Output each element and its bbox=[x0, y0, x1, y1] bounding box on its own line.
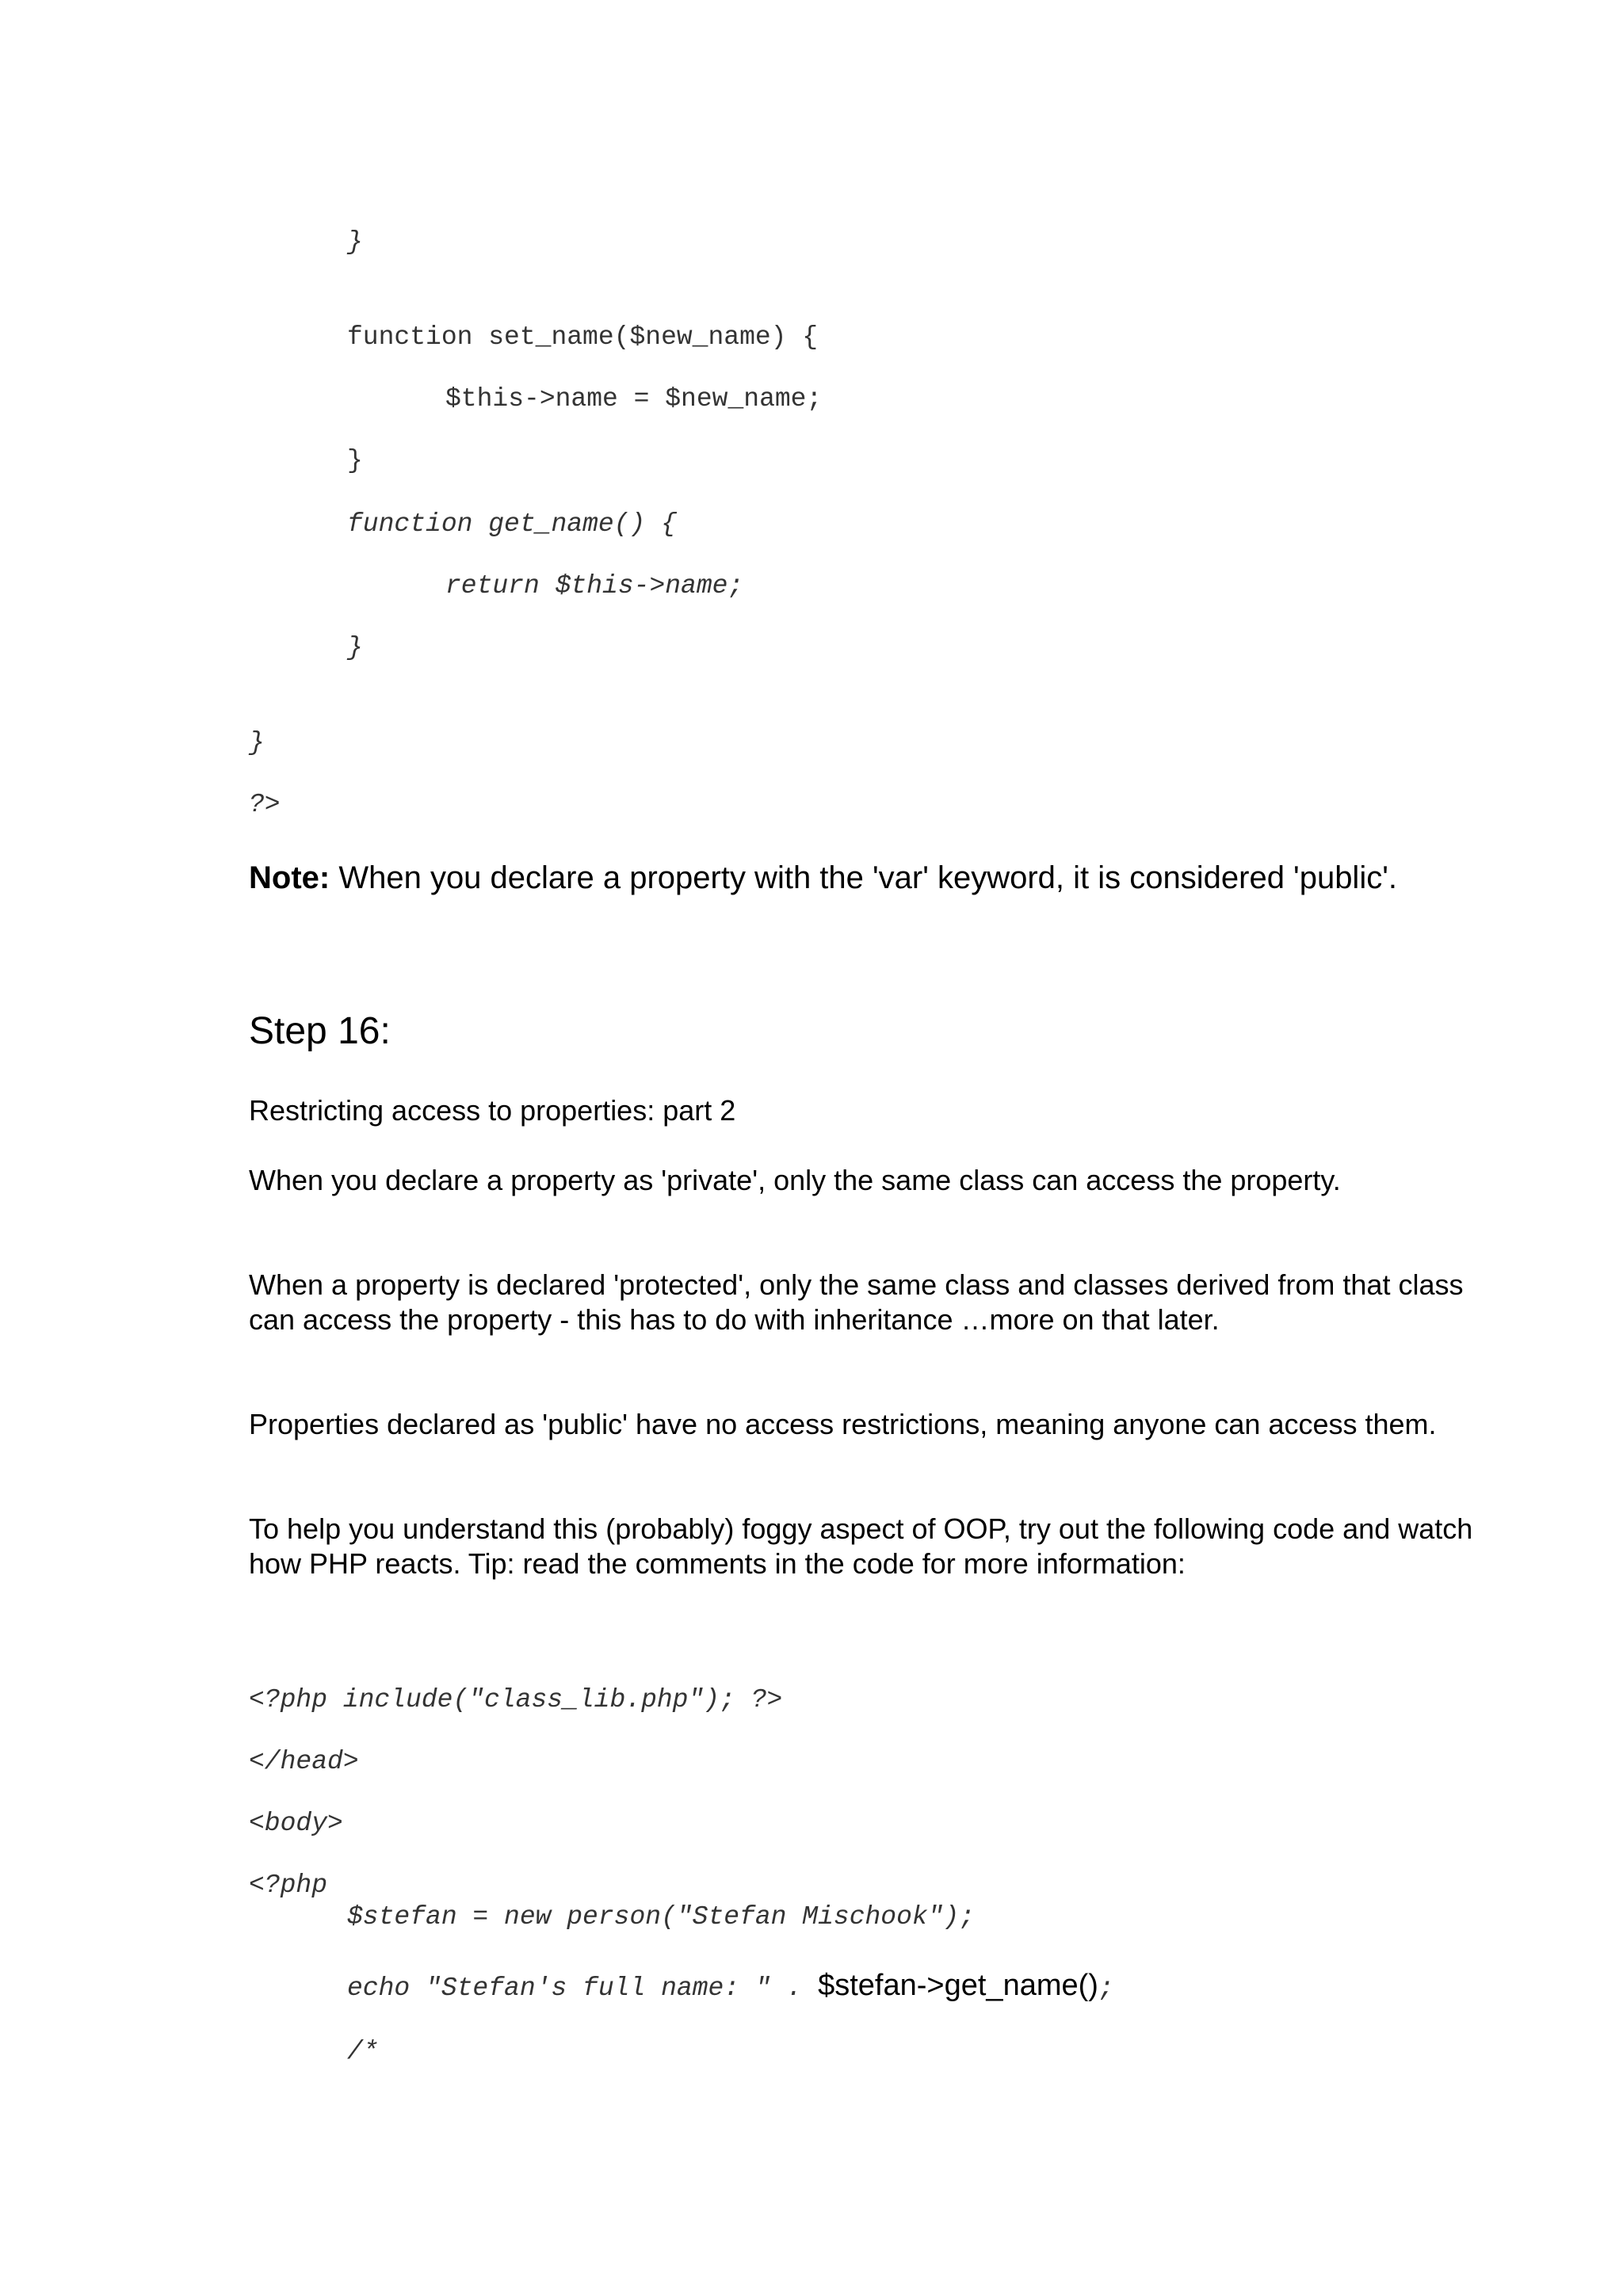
code-line: /* bbox=[347, 2037, 379, 2066]
paragraph: Properties declared as 'public' have no access restrictions, meaning anyone can access them. bbox=[249, 1408, 1437, 1440]
note-paragraph bbox=[249, 860, 1438, 896]
code-line: } bbox=[249, 728, 265, 757]
code-line: <?php bbox=[249, 1871, 328, 1900]
code-line: } bbox=[347, 633, 363, 662]
paragraph: When a property is declared 'protected', only the same class and classes derived from that class can access the property - this has to do with inheritance …more on that later. bbox=[249, 1268, 1464, 1336]
code-line: ?> bbox=[249, 790, 281, 819]
code-fragment-plain: $stefan->get_name() bbox=[818, 1969, 1098, 2002]
code-line bbox=[347, 1970, 1114, 2004]
code-line: function get_name() { bbox=[347, 509, 677, 539]
code-line: <?php include("class_lib.php"); ?> bbox=[249, 1685, 783, 1714]
code-line: $this->name = $new_name; bbox=[445, 384, 823, 414]
step-subtitle: Restricting access to properties: part 2 bbox=[249, 1094, 736, 1127]
code-line: $stefan = new person("Stefan Mischook"); bbox=[347, 1902, 976, 1932]
paragraph: When you declare a property as 'private', only the same class can access the property. bbox=[249, 1164, 1341, 1196]
step-heading: Step 16: bbox=[249, 1010, 391, 1052]
code-line: </head> bbox=[249, 1747, 359, 1776]
code-fragment: echo "Stefan's full name: " . bbox=[347, 1974, 819, 2003]
code-line: <body> bbox=[249, 1809, 343, 1838]
code-fragment: ; bbox=[1098, 1974, 1114, 2003]
note-label: Note: bbox=[249, 860, 330, 895]
code-line: } bbox=[347, 227, 363, 257]
paragraph: To help you understand this (probably) foggy aspect of OOP, try out the following code and watch how PHP reacts. Tip: read the comments in the code for more information: bbox=[249, 1512, 1473, 1580]
code-line: } bbox=[347, 446, 363, 475]
code-line: return $this->name; bbox=[445, 571, 744, 601]
code-line: function set_name($new_name) { bbox=[347, 322, 819, 352]
note-text: When you declare a property with the 'var' keyword, it is considered 'public'. bbox=[330, 860, 1397, 895]
